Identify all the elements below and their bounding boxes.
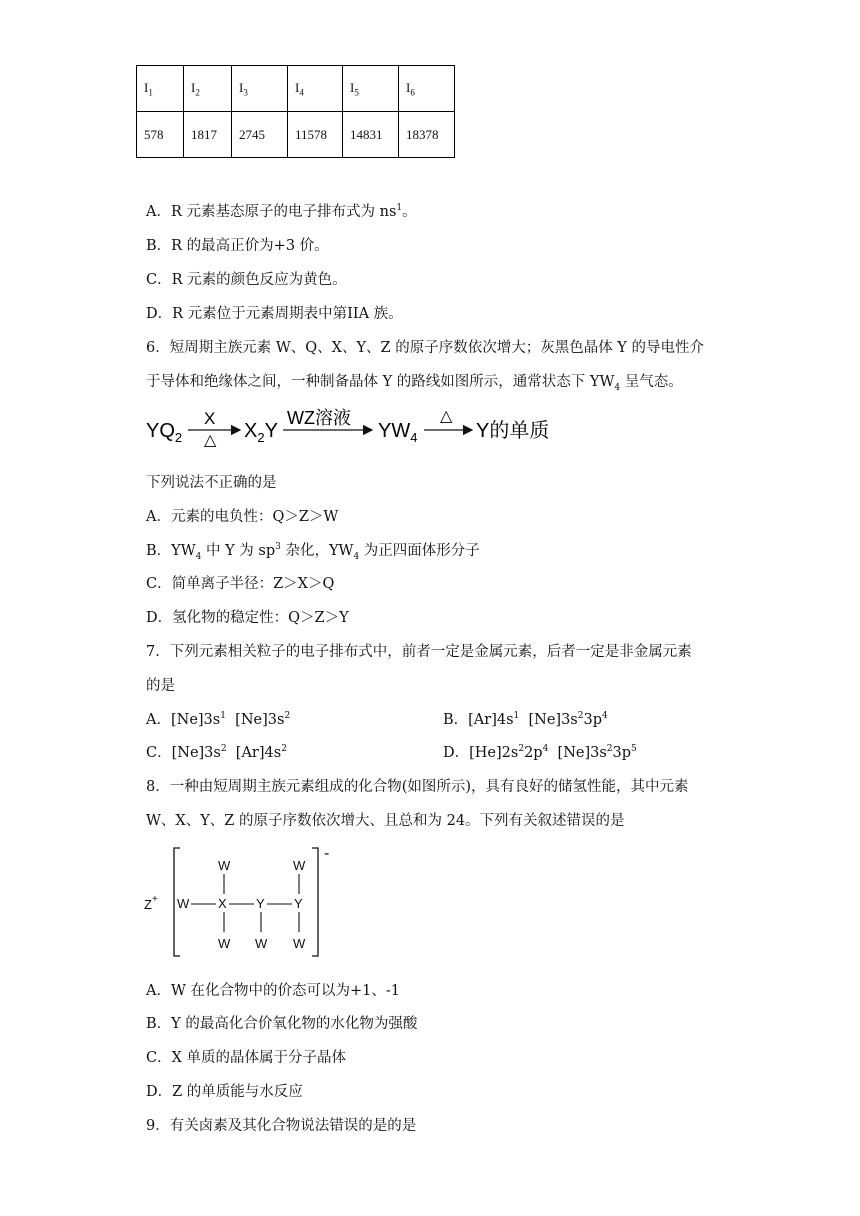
q7-option-b: B．$[Ar]4s^1$ $[Ne]3s^23p^4$ (443, 711, 608, 728)
q7-stem-line2: 的是 (146, 678, 175, 694)
q6-ask: 下列说法不正确的是 (146, 475, 277, 491)
q7-stem-line1: 7．下列元素相关粒子的电子排布式中，前者一定是金属元素，后者一定是非金属元素 (146, 644, 692, 660)
q5-option-c: C．R 元素的颜色反应为黄色。 (146, 272, 347, 288)
compound-structure (140, 842, 360, 960)
scheme-mid1: $X_2Y$ (244, 420, 278, 445)
q8-option-a: A．W 在化合物中的价态可以为+1、-1 (146, 983, 400, 999)
q6-stem-line1: 6．短周期主族元素 W、Q、X、Y、Z 的原子序数依次增大；灰黑色晶体 Y 的导电性介 (146, 340, 704, 356)
ionization-energy-table (136, 65, 455, 158)
table-header-cell: $I_6$ (399, 66, 455, 112)
scheme-start: $YQ_2$ (146, 420, 183, 445)
table-cell: 11578 (288, 112, 343, 158)
atom-w: W (218, 858, 231, 873)
q5-option-d: D．R 元素位于元素周期表中第IIA 族。 (146, 306, 403, 322)
q9-stem: 9．有关卤素及其化合物说法错误的是的是 (146, 1118, 417, 1134)
atom-w: W (218, 936, 231, 951)
table-cell: 578 (137, 112, 184, 158)
atom-y: Y (294, 896, 303, 911)
scheme-mid2: $YW_4$ (378, 420, 418, 445)
table-header-cell: $I_3$ (232, 66, 288, 112)
q8-option-d: D．Z 的单质能与水反应 (146, 1084, 303, 1100)
arrow1-top: X (204, 409, 216, 428)
atom-x: X (218, 896, 227, 911)
q6-stem-line2: 于导体和绝缘体之间，一种制备晶体 Y 的路线如图所示，通常状态下 $YW_4$ 呈气态。 (146, 374, 683, 393)
q8-option-b: B．Y 的最高化合价氧化物的水化物为强酸 (146, 1016, 418, 1032)
cation-label: Z+ (144, 894, 158, 912)
q6-option-d: D．氢化物的稳定性：Q＞Z＞Y (146, 610, 349, 626)
atom-w: W (293, 858, 306, 873)
reaction-scheme (140, 400, 560, 448)
arrow2-top: WZ溶液 (287, 408, 351, 428)
table-cell: 2745 (232, 112, 288, 158)
atom-y: Y (256, 896, 265, 911)
table-cell: 1817 (184, 112, 232, 158)
table-cell: 14831 (343, 112, 399, 158)
q8-stem-line2: W、X、Y、Z 的原子序数依次增大、且总和为 24。下列有关叙述错误的是 (146, 813, 625, 829)
table-cell: 18378 (399, 112, 455, 158)
table-header-cell: $I_4$ (288, 66, 343, 112)
q7-option-a: A．$[Ne]3s^1$ $[Ne]3s^2$ (146, 711, 291, 728)
atom-w: W (177, 896, 190, 911)
q5-option-b: B．R 的最高正价为+3 价。 (146, 238, 329, 254)
q6-option-b: B．$YW_4$ 中 Y 为 $sp^3$ 杂化，$YW_4$ 为正四面体形分子 (146, 542, 480, 562)
anion-charge: - (324, 845, 330, 862)
table-row (137, 112, 455, 158)
q6-option-c: C．简单离子半径：Z＞X＞Q (146, 576, 335, 592)
q8-option-c: C．X 单质的晶体属于分子晶体 (146, 1050, 347, 1066)
atom-w: W (293, 936, 306, 951)
table-header-cell: $I_2$ (184, 66, 232, 112)
q8-stem-line1: 8．一种由短周期主族元素组成的化合物(如图所示)，具有良好的储氢性能，其中元素 (146, 779, 689, 795)
table-header-cell: $I_1$ (137, 66, 184, 112)
scheme-end: Y的单质 (476, 420, 550, 442)
q6-option-a: A．元素的电负性：Q＞Z＞W (146, 509, 339, 525)
q7-option-c: C．$[Ne]3s^2$ $[Ar]4s^2$ (146, 744, 287, 761)
atom-w: W (255, 936, 268, 951)
right-bracket (312, 848, 318, 956)
table-header-cell: $I_5$ (343, 66, 399, 112)
q5-option-a: A．R 元素基态原子的电子排布式为 $ns^1$。 (146, 203, 417, 220)
table-header-row (137, 66, 455, 112)
q7-option-d: D．$[He]2s^22p^4$ $[Ne]3s^23p^5$ (443, 744, 637, 761)
arrow1-bottom: △ (204, 432, 217, 448)
arrow3-top: △ (440, 408, 453, 425)
